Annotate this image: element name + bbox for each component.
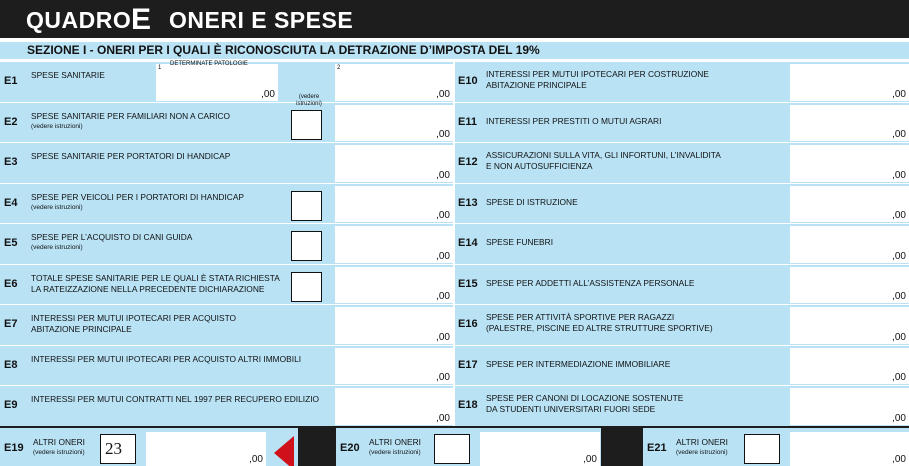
row-separator <box>455 304 909 305</box>
row-separator <box>455 223 909 224</box>
checkbox-e5[interactable] <box>291 231 322 261</box>
amount-field[interactable] <box>335 105 453 142</box>
amount-field[interactable] <box>790 388 909 425</box>
amount-value: ,00 <box>436 412 450 424</box>
row-label <box>31 394 331 405</box>
row-label <box>486 393 786 415</box>
row-label-text: SPESE PER VEICOLI PER I PORTATORI DI HANDICAP <box>31 191 244 202</box>
row-label <box>31 232 331 252</box>
oneri-code-field[interactable] <box>434 434 470 464</box>
row-code: E3 <box>4 156 18 168</box>
row-label-text: INTERESSI PER MUTUI IPOTECARI PER COSTRUZIONE <box>486 69 709 79</box>
row-label <box>486 312 786 334</box>
row-label-text: (PALESTRE, PISCINE ED ALTRE STRUTTURE SPORTIVE) <box>486 323 713 333</box>
row-label-text: SPESE SANITARIE PER PORTATORI DI HANDICAP <box>31 151 231 161</box>
row-separator <box>455 183 909 184</box>
row-code: E12 <box>458 156 478 168</box>
row-label-note: (vedere istruzioni) <box>31 122 83 130</box>
amount-value: ,00 <box>436 331 450 343</box>
row-code: E5 <box>4 237 18 249</box>
row-code: E14 <box>458 237 478 249</box>
row-label-text: INTERESSI PER MUTUI IPOTECARI PER ACQUISTO <box>31 313 237 323</box>
bottom-filler <box>601 428 643 466</box>
row-label-text: SPESE SANITARIE PER FAMILIARI NON A CARICO <box>31 110 231 121</box>
row-label-text: ABITAZIONE PRINCIPALE <box>31 324 132 334</box>
row-label-text: INTERESSI PER PRESTITI O MUTUI AGRARI <box>486 115 662 126</box>
amount-value: ,00 <box>892 454 906 465</box>
amount-value: ,00 <box>892 88 906 100</box>
row-label <box>31 273 331 295</box>
marker-arrow-icon <box>274 436 294 466</box>
determinate-patologie-label: DETERMINATE PATOLOGIE <box>170 61 248 67</box>
amount-value: ,00 <box>436 291 450 302</box>
row-code: E6 <box>4 277 18 290</box>
row-code: E7 <box>4 318 18 330</box>
row-code: E1 <box>4 75 18 87</box>
checkbox-e2[interactable] <box>291 110 322 140</box>
amount-field[interactable] <box>335 267 453 304</box>
row-label-text: SPESE PER INTERMEDIAZIONE IMMOBILIARE <box>486 358 671 369</box>
form-title: ONERI E SPESE <box>169 7 354 33</box>
amount-field[interactable] <box>335 307 453 344</box>
row-label <box>31 192 331 212</box>
row-label-text: LA RATEIZZAZIONE NELLA PRECEDENTE DICHIARAZIONE <box>31 283 265 294</box>
amount-field[interactable] <box>790 267 909 304</box>
amount-value: ,00 <box>892 412 906 424</box>
amount-field[interactable] <box>335 226 453 263</box>
row-code: E21 <box>647 441 667 454</box>
amount-field[interactable] <box>790 105 909 142</box>
amount-value: ,00 <box>436 250 450 262</box>
row-label-note: (vedere istruzioni) <box>676 448 728 456</box>
amount-value: ,00 <box>892 250 906 262</box>
row-code: E17 <box>458 358 478 371</box>
amount-field[interactable] <box>790 307 909 344</box>
row-label <box>33 437 103 457</box>
row-label-text: INTERESSI PER MUTUI CONTRATTI NEL 1997 PER RECUPERO EDILIZIO <box>31 394 320 404</box>
row-code: E11 <box>458 115 477 128</box>
row-label-text: SPESE PER ADDETTI ALL’ASSISTENZA PERSONALE <box>486 277 695 288</box>
quadro-letter: E <box>131 3 152 36</box>
amount-value: ,00 <box>892 169 906 181</box>
row-label <box>486 197 786 208</box>
row-label-text: SPESE PER L’ACQUISTO DI CANI GUIDA <box>31 232 193 242</box>
row-label-text: SPESE PER ATTIVITÀ SPORTIVE PER RAGAZZI <box>486 312 675 322</box>
row-label <box>31 111 331 131</box>
amount-value: ,00 <box>261 88 275 100</box>
row-label <box>369 437 439 457</box>
field-index: 2 <box>337 65 341 71</box>
amount-field[interactable] <box>790 432 909 466</box>
row-label <box>486 69 786 91</box>
row-separator <box>0 102 453 103</box>
row-code: E15 <box>458 277 478 290</box>
row-code: E9 <box>4 399 18 411</box>
amount-field[interactable] <box>335 145 453 182</box>
row-label <box>676 437 746 457</box>
amount-field[interactable] <box>480 432 600 466</box>
amount-field[interactable] <box>790 145 909 182</box>
row-separator <box>0 223 453 224</box>
row-label <box>31 313 331 335</box>
row-label <box>486 150 786 172</box>
row-label <box>31 354 331 365</box>
amount-value: ,00 <box>436 372 450 383</box>
oneri-code-field[interactable] <box>100 434 136 464</box>
form-header <box>0 0 909 38</box>
amount-field[interactable] <box>790 348 909 385</box>
amount-field[interactable] <box>790 226 909 263</box>
row-label-text: SPESE PER CANONI DI LOCAZIONE SOSTENUTE <box>486 393 684 403</box>
row-code: E8 <box>4 358 18 371</box>
row-code: E19 <box>4 441 24 454</box>
oneri-code-field[interactable] <box>744 434 780 464</box>
row-label-note: (vedere istruzioni) <box>31 244 83 251</box>
row-label-text: E NON AUTOSUFFICIENZA <box>486 161 593 171</box>
row-label-text: SPESE SANITARIE <box>31 70 105 80</box>
row-separator <box>0 183 453 184</box>
row-separator <box>455 385 909 386</box>
row-separator <box>455 102 909 103</box>
amount-field[interactable] <box>335 388 453 425</box>
row-label-text: ALTRI ONERI <box>676 436 728 447</box>
row-separator <box>455 264 909 265</box>
row-label-text: INTERESSI PER MUTUI IPOTECARI PER ACQUISTO ALTRI IMMOBILI <box>31 353 302 364</box>
row-code: E20 <box>340 441 360 454</box>
amount-value: ,00 <box>892 210 906 221</box>
amount-value: ,00 <box>892 291 906 302</box>
vedere-istruzioni-note: (vedere istruzioni) <box>296 94 322 107</box>
row-label-text: SPESE DI ISTRUZIONE <box>486 196 578 207</box>
amount-value: ,00 <box>892 372 906 383</box>
amount-value: ,00 <box>892 129 906 140</box>
quadro-label: QUADRO <box>26 7 132 33</box>
amount-field[interactable] <box>790 64 909 101</box>
row-separator <box>0 345 453 346</box>
row-separator <box>455 142 909 143</box>
row-label <box>31 151 331 162</box>
row-label-note: (vedere istruzioni) <box>31 203 83 211</box>
amount-value: ,00 <box>436 129 450 140</box>
row-separator <box>0 142 453 143</box>
row-code: E18 <box>458 399 478 411</box>
oneri-code-value: 23 <box>105 438 122 458</box>
row-label-note: (vedere istruzioni) <box>33 448 85 456</box>
amount-field[interactable] <box>335 186 453 223</box>
amount-field[interactable] <box>790 186 909 223</box>
row-label-text: ABITAZIONE PRINCIPALE <box>486 80 587 90</box>
row-label-text: ALTRI ONERI <box>33 436 85 447</box>
section-title: SEZIONE I - ONERI PER I QUALI È RICONOSCIUTA LA DETRAZIONE D’IMPOSTA DEL 19% <box>0 42 909 59</box>
row-separator <box>0 304 453 305</box>
row-label <box>486 237 786 248</box>
checkbox-e4[interactable] <box>291 191 322 221</box>
amount-field[interactable] <box>146 432 266 466</box>
amount-value: ,00 <box>249 454 263 465</box>
row-label <box>486 359 786 370</box>
row-label-text: TOTALE SPESE SANITARIE PER LE QUALI È STATA RICHIESTA <box>31 272 280 283</box>
row-label-text: ASSICURAZIONI SULLA VITA, GLI INFORTUNI, L’INVALIDITA <box>486 150 721 160</box>
separator-band <box>0 426 909 428</box>
determinate-patologie-field[interactable] <box>156 64 278 101</box>
amount-field[interactable] <box>335 64 453 101</box>
row-code: E2 <box>4 115 18 128</box>
row-separator <box>0 385 453 386</box>
row-code: E16 <box>458 318 478 330</box>
amount-value: ,00 <box>583 454 597 465</box>
bottom-filler <box>298 428 336 466</box>
row-separator <box>0 264 453 265</box>
row-label-text: ALTRI ONERI <box>369 436 421 447</box>
row-label-text: DA STUDENTI UNIVERSITARI FUORI SEDE <box>486 404 656 414</box>
amount-field[interactable] <box>335 348 453 385</box>
amount-value: ,00 <box>436 169 450 181</box>
amount-value: ,00 <box>436 210 450 221</box>
row-label <box>486 116 786 127</box>
row-separator <box>455 345 909 346</box>
row-code: E4 <box>4 196 18 209</box>
row-code: E10 <box>458 75 478 87</box>
row-label-text: SPESE FUNEBRI <box>486 237 554 247</box>
row-code: E13 <box>458 196 478 209</box>
row-label-note: (vedere istruzioni) <box>369 448 421 456</box>
amount-value: ,00 <box>892 331 906 343</box>
row-label <box>486 278 786 289</box>
checkbox-e6[interactable] <box>291 272 322 302</box>
amount-value: ,00 <box>436 88 450 100</box>
field-index: 1 <box>158 65 162 71</box>
